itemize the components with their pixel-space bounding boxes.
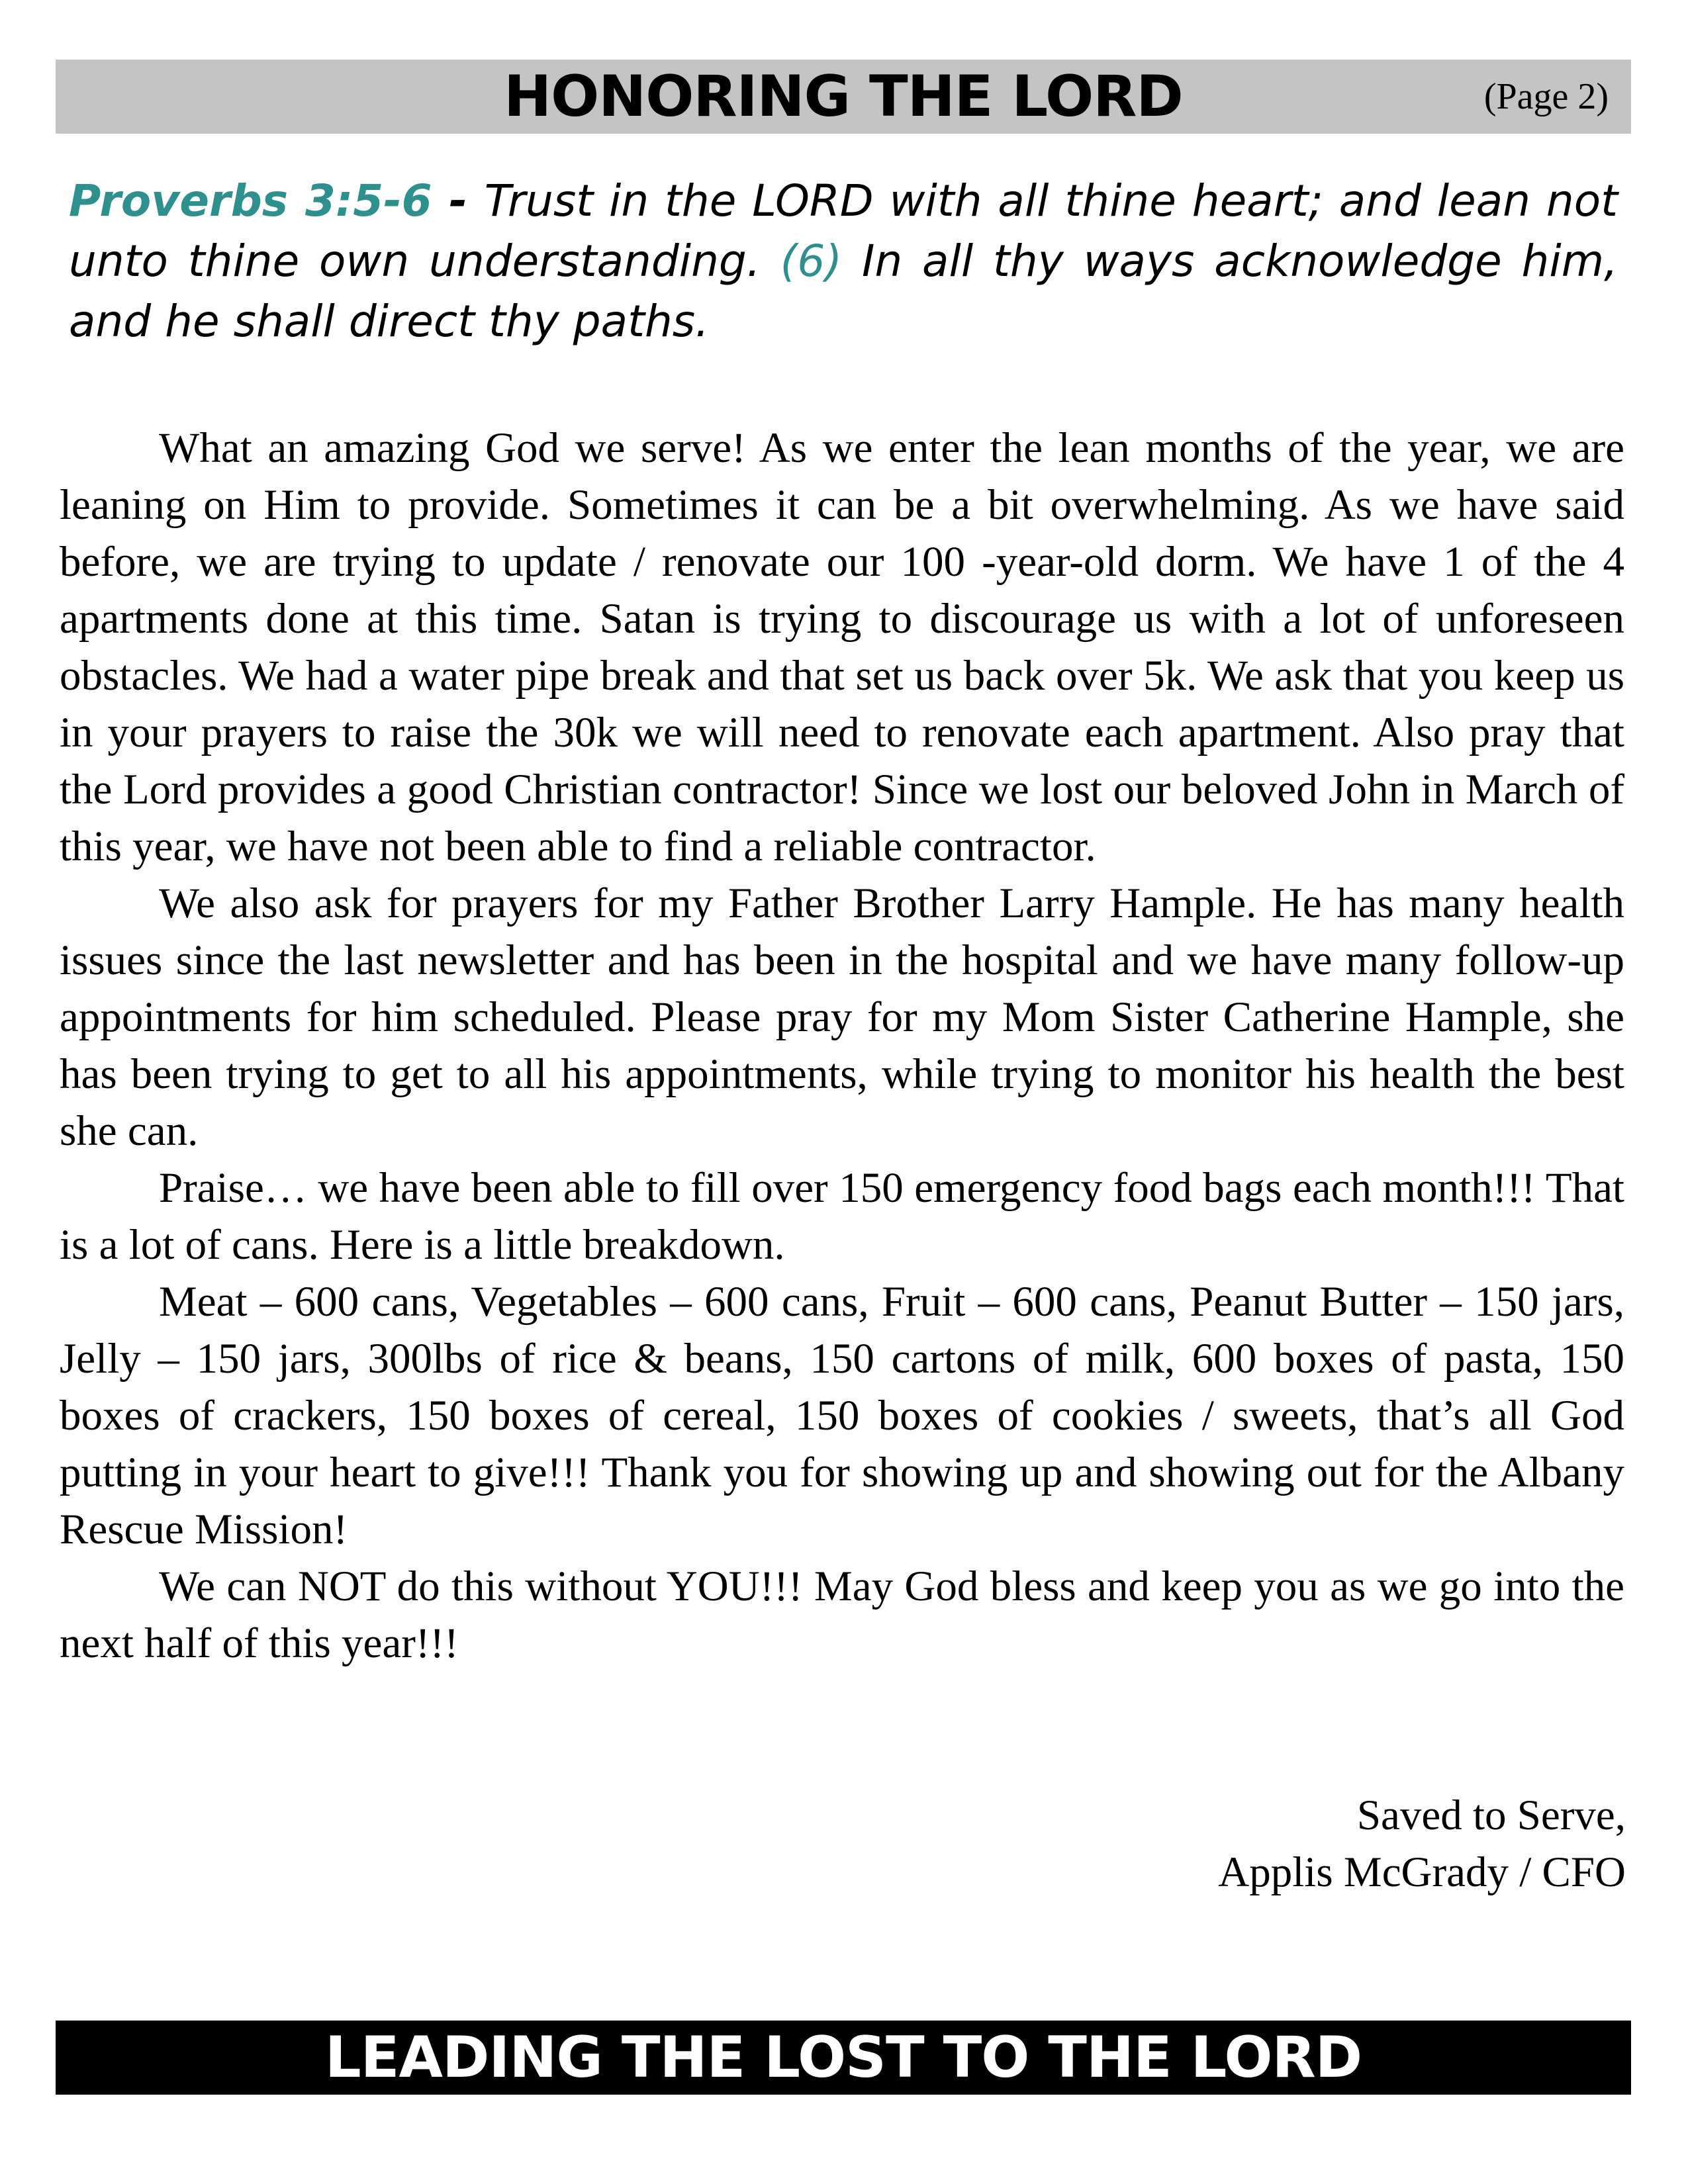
paragraph-closing-thanks: We can NOT do this without YOU!!! May God bless and keep you as we go into the next half of this year!!! <box>60 1563 1624 1667</box>
verse-text-part2: In all thy ways acknowledge him, and he shall direct thy paths. <box>69 236 1618 347</box>
scripture-verse <box>69 171 1618 351</box>
signature-closing: Saved to Serve, <box>1356 1792 1626 1839</box>
footer-title: LEADING THE LOST TO THE LORD <box>324 2025 1362 2091</box>
verse-text-part1: Trust in the LORD with all thine heart; and lean not unto thine own understanding. <box>69 175 1618 287</box>
paragraph-prayer-request: We also ask for prayers for my Father Brother Larry Hample. He has many health issues since the last newsletter and has been in the hospital and we have many follow-up appointments for him scheduled. Please pray for my Mom Sister Catherine Hample, she has been trying to get to all his appointments, while trying to monitor his health the best she can. <box>60 880 1624 1155</box>
verse-reference: Proverbs 3:5-6 <box>69 175 432 226</box>
signature-block <box>1218 1787 1626 1901</box>
header-bar <box>56 60 1631 134</box>
verse-number: (6) <box>780 236 843 287</box>
signature-name: Applis McGrady / CFO <box>1218 1848 1626 1896</box>
paragraph-food-breakdown: Meat – 600 cans, Vegetables – 600 cans, Fruit – 600 cans, Peanut Butter – 150 jars, Jelly – 150 jars, 300lbs of rice & beans, 150 cartons of milk, 600 boxes of pasta, 150 boxes of crackers, 150 boxes of cereal, 150 boxes of cookies / sweets, that’s all God putting in your heart to give!!! Thank you for showing up and showing out for the Albany Rescue Mission! <box>60 1278 1624 1553</box>
paragraph-praise: Praise… we have been able to fill over 150 emergency food bags each month!!! That is a lot of cans. Here is a little breakdown. <box>60 1164 1624 1269</box>
page-title: HONORING THE LORD <box>504 64 1183 130</box>
page-number-label: (Page 2) <box>1483 76 1609 117</box>
verse-separator: - <box>432 175 485 226</box>
paragraph-dorm-renovation: What an amazing God we serve! As we enter the lean months of the year, we are leaning on Him to provide. Sometimes it can be a bit overwhelming. As we have said before, we are trying to update / renovate our 100 -year-old dorm. We have 1 of the 4 apartments done at this time. Satan is trying to discourage us with a lot of unforeseen obstacles. We had a water pipe break and that set us back over 5k. We ask that you keep us in your prayers to raise the 30k we will need to renovate each apartment. Also pray that the Lord provides a good Christian contractor! Since we lost our beloved John in March of this year, we have not been able to find a reliable contractor. <box>60 424 1624 870</box>
footer-bar <box>56 2021 1631 2095</box>
letter-body <box>60 420 1624 1672</box>
